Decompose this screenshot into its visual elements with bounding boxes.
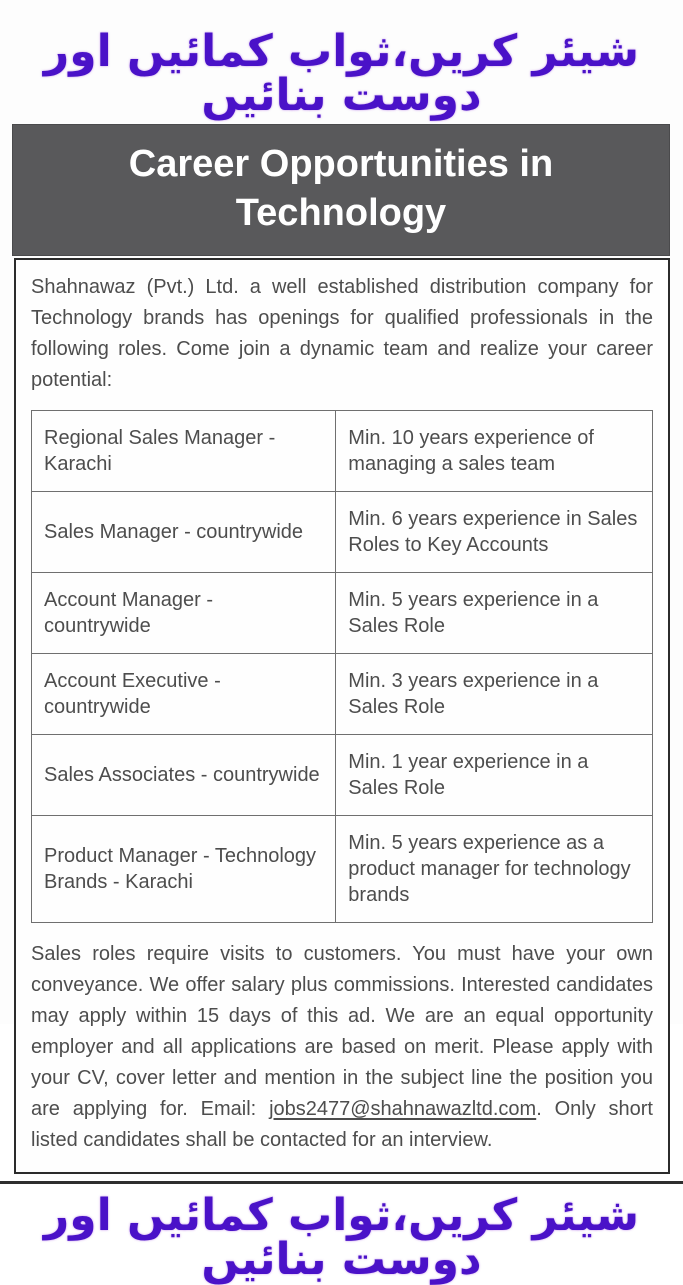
positions-table (31, 410, 653, 923)
footer-text-after-email: . Only short listed candidates shall be contacted for an interview. (31, 1098, 653, 1152)
requirement-cell: Min. 5 years experience in a Sales Role (336, 573, 653, 654)
application-email-link[interactable]: jobs2477@shahnawazltd.com (269, 1098, 537, 1121)
footer-text-before-email: Sales roles require visits to customers. You must have your own conveyance. We offer salary plus commissions. Interested candidates may apply within 15 days of this ad. We are an equal opportunity employer and all applications are based on merit. Please apply with your CV, cover letter and mention in the subject line the position you are applying for. Email: (31, 943, 653, 1121)
table-row (32, 654, 653, 735)
ad-title-header: Career Opportunities in Technology (12, 124, 670, 256)
position-cell: Account Manager - countrywide (32, 573, 336, 654)
position-cell: Sales Associates - countrywide (32, 735, 336, 816)
requirement-cell: Min. 1 year experience in a Sales Role (336, 735, 653, 816)
intro-paragraph: Shahnawaz (Pvt.) Ltd. a well established distribution company for Technology brands has openings for qualified professionals in the following roles. Come join a dynamic team and realize your career potential: (31, 276, 653, 392)
table-row (32, 735, 653, 816)
requirement-cell: Min. 3 years experience in a Sales Role (336, 654, 653, 735)
footer-paragraph (31, 939, 653, 1156)
position-cell: Account Executive - countrywide (32, 654, 336, 735)
position-cell: Regional Sales Manager - Karachi (32, 411, 336, 492)
table-row (32, 816, 653, 923)
requirement-cell: Min. 5 years experience as a product manager for technology brands (336, 816, 653, 923)
ad-body-box (14, 258, 670, 1174)
requirement-cell: Min. 6 years experience in Sales Roles to Key Accounts (336, 492, 653, 573)
table-row (32, 492, 653, 573)
position-cell: Sales Manager - countrywide (32, 492, 336, 573)
bottom-urdu-share-banner: شیئر کریں،ثواب کمائیں اور دوست بنائیں (43, 1190, 640, 1285)
table-row (32, 411, 653, 492)
position-cell: Product Manager - Technology Brands - Karachi (32, 816, 336, 923)
requirement-cell: Min. 10 years experience of managing a sales team (336, 411, 653, 492)
top-urdu-share-banner: شیئر کریں،ثواب کمائیں اور دوست بنائیں (43, 26, 640, 121)
table-row (32, 573, 653, 654)
